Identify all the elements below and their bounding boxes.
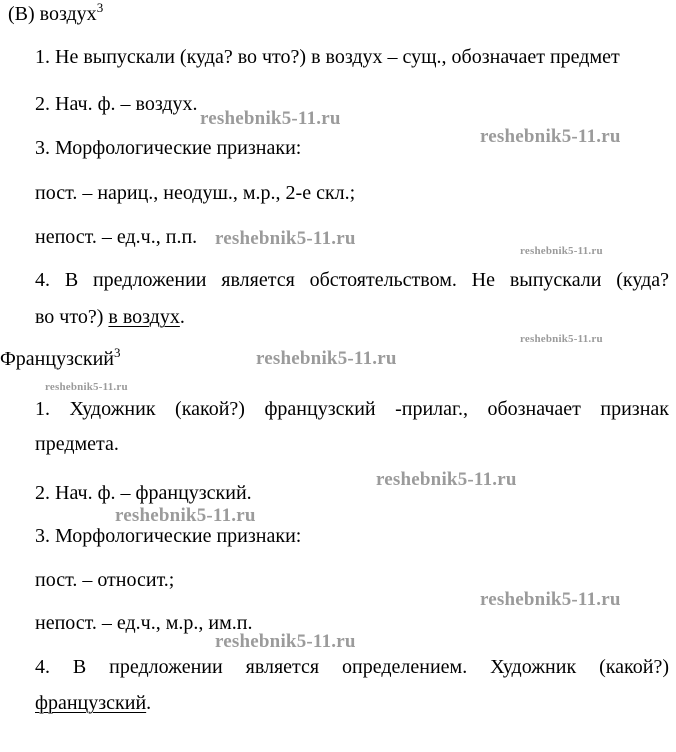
paragraph-b-3: 3. Морфологические признаки: [35,525,302,547]
watermark: reshebnik5-11.ru [45,381,128,393]
heading-text: (В) воздух [8,3,97,25]
text-period: . [179,306,185,328]
paragraph-b-5: непост. – ед.ч., м.р., им.п. [35,612,253,634]
paragraph-b-6-line-1: 4. В предложении является определением. Художник (какой?) [35,656,669,678]
paragraph-b-1-line-2: предмета. [35,433,119,455]
paragraph-b-4: пост. – относит.; [35,569,175,591]
text-plain: во что?) [35,306,109,328]
paragraph-a-3: 3. Морфологические признаки: [35,137,302,159]
paragraph-a-6-line-2 [35,305,185,329]
heading-superscript: 3 [113,345,121,360]
watermark: reshebnik5-11.ru [200,108,341,129]
paragraph-b-1-line-1: 1. Художник (какой?) французский -прилаг., обозначает признак [35,398,669,420]
watermark: reshebnik5-11.ru [256,348,397,369]
heading-frantsuzskiy [0,347,120,371]
paragraph-a-5: непост. – ед.ч., п.п. [35,226,198,248]
watermark: reshebnik5-11.ru [215,228,356,249]
paragraph-a-2: 2. Нач. ф. – воздух. [35,93,198,115]
text-period: . [146,692,152,714]
watermark: reshebnik5-11.ru [215,631,356,652]
paragraph-a-4: пост. – нариц., неодуш., м.р., 2-е скл.; [35,182,356,204]
watermark: reshebnik5-11.ru [520,333,603,345]
underlined-phrase: в воздух [108,306,180,328]
watermark: reshebnik5-11.ru [480,589,621,610]
paragraph-b-2: 2. Нач. ф. – французский. [35,482,252,504]
heading-text: Французский [0,348,114,370]
heading-vozdukh [8,2,103,26]
heading-superscript: 3 [96,0,104,15]
underlined-phrase: французский [35,692,147,714]
paragraph-b-6-line-2 [35,691,151,715]
watermark: reshebnik5-11.ru [115,505,256,526]
watermark: reshebnik5-11.ru [520,245,603,257]
paragraph-a-1: 1. Не выпускали (куда? во что?) в воздух – сущ., обозначает предмет [35,46,620,68]
watermark: reshebnik5-11.ru [480,126,621,147]
paragraph-a-6-line-1: 4. В предложении является обстоятельством. Не выпускали (куда? [35,269,669,291]
watermark: reshebnik5-11.ru [376,469,517,490]
